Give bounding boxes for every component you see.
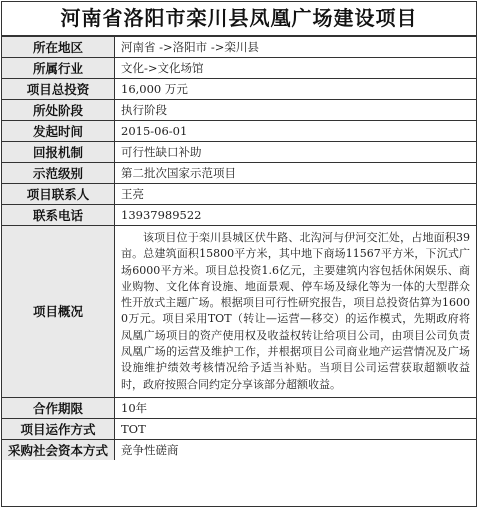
page-title: 河南省洛阳市栾川县凤凰广场建设项目 bbox=[2, 2, 476, 36]
row-value: 第二批次国家示范项目 bbox=[115, 163, 477, 184]
row-value: 16,000 万元 bbox=[115, 79, 477, 100]
row-label: 项目运作方式 bbox=[2, 418, 115, 439]
table-row bbox=[2, 37, 476, 58]
row-value: 10年 bbox=[115, 397, 477, 418]
row-value: TOT bbox=[115, 418, 477, 439]
row-label: 回报机制 bbox=[2, 142, 115, 163]
row-label: 发起时间 bbox=[2, 121, 115, 142]
row-value: 文化->文化场馆 bbox=[115, 58, 477, 79]
row-label: 所处阶段 bbox=[2, 100, 115, 121]
table-row bbox=[2, 79, 476, 100]
row-value: 13937989522 bbox=[115, 205, 477, 226]
row-label: 采购社会资本方式 bbox=[2, 439, 115, 460]
row-label: 项目概况 bbox=[2, 226, 115, 398]
table-row bbox=[2, 163, 476, 184]
table-row bbox=[2, 418, 476, 439]
overview-text: 该项目位于栾川县城区伏牛路、北沟河与伊河交汇处，占地面积39亩。总建筑面积15800平方米，其中地下商场11567平方米，下沉式广场6000平方米。项目总投资1.6亿元，主要建筑内容包括休闲娱乐、商业购物、文化体育设施、地面景观、停车场及绿化等为一体的大型群众性开放式主题广场。根据项目可行性研究报告，项目总投资估算为16000万元。项目采用TOT（转让—运营—移交）的运作模式，先期政府将凤凰广场项目的资产使用权及收益权转让给项目公司，由项目公司负责凤凰广场的运营及维护工作，并根据项目公司商业地产运营情况及广场设施维护绩效考核情况给予适当补贴。当项目公司运营获取超额收益时，政府按照合同约定分享该部分超额收益。 bbox=[115, 226, 477, 398]
row-label: 合作期限 bbox=[2, 397, 115, 418]
row-value: 执行阶段 bbox=[115, 100, 477, 121]
row-value: 河南省 ->洛阳市 ->栾川县 bbox=[115, 37, 477, 58]
row-value: 王亮 bbox=[115, 184, 477, 205]
row-value: 2015-06-01 bbox=[115, 121, 477, 142]
table-row bbox=[2, 121, 476, 142]
table-row-overview bbox=[2, 226, 476, 398]
row-value: 可行性缺口补助 bbox=[115, 142, 477, 163]
row-value: 竞争性磋商 bbox=[115, 439, 477, 460]
table-row bbox=[2, 58, 476, 79]
row-label: 联系电话 bbox=[2, 205, 115, 226]
table-row bbox=[2, 142, 476, 163]
table-row bbox=[2, 397, 476, 418]
row-label: 项目联系人 bbox=[2, 184, 115, 205]
table-row bbox=[2, 439, 476, 460]
row-label: 示范级别 bbox=[2, 163, 115, 184]
row-label: 所在地区 bbox=[2, 37, 115, 58]
project-info-table bbox=[2, 36, 476, 460]
table-row bbox=[2, 184, 476, 205]
project-sheet bbox=[1, 1, 477, 507]
table-row bbox=[2, 100, 476, 121]
row-label: 项目总投资 bbox=[2, 79, 115, 100]
table-row bbox=[2, 205, 476, 226]
row-label: 所属行业 bbox=[2, 58, 115, 79]
